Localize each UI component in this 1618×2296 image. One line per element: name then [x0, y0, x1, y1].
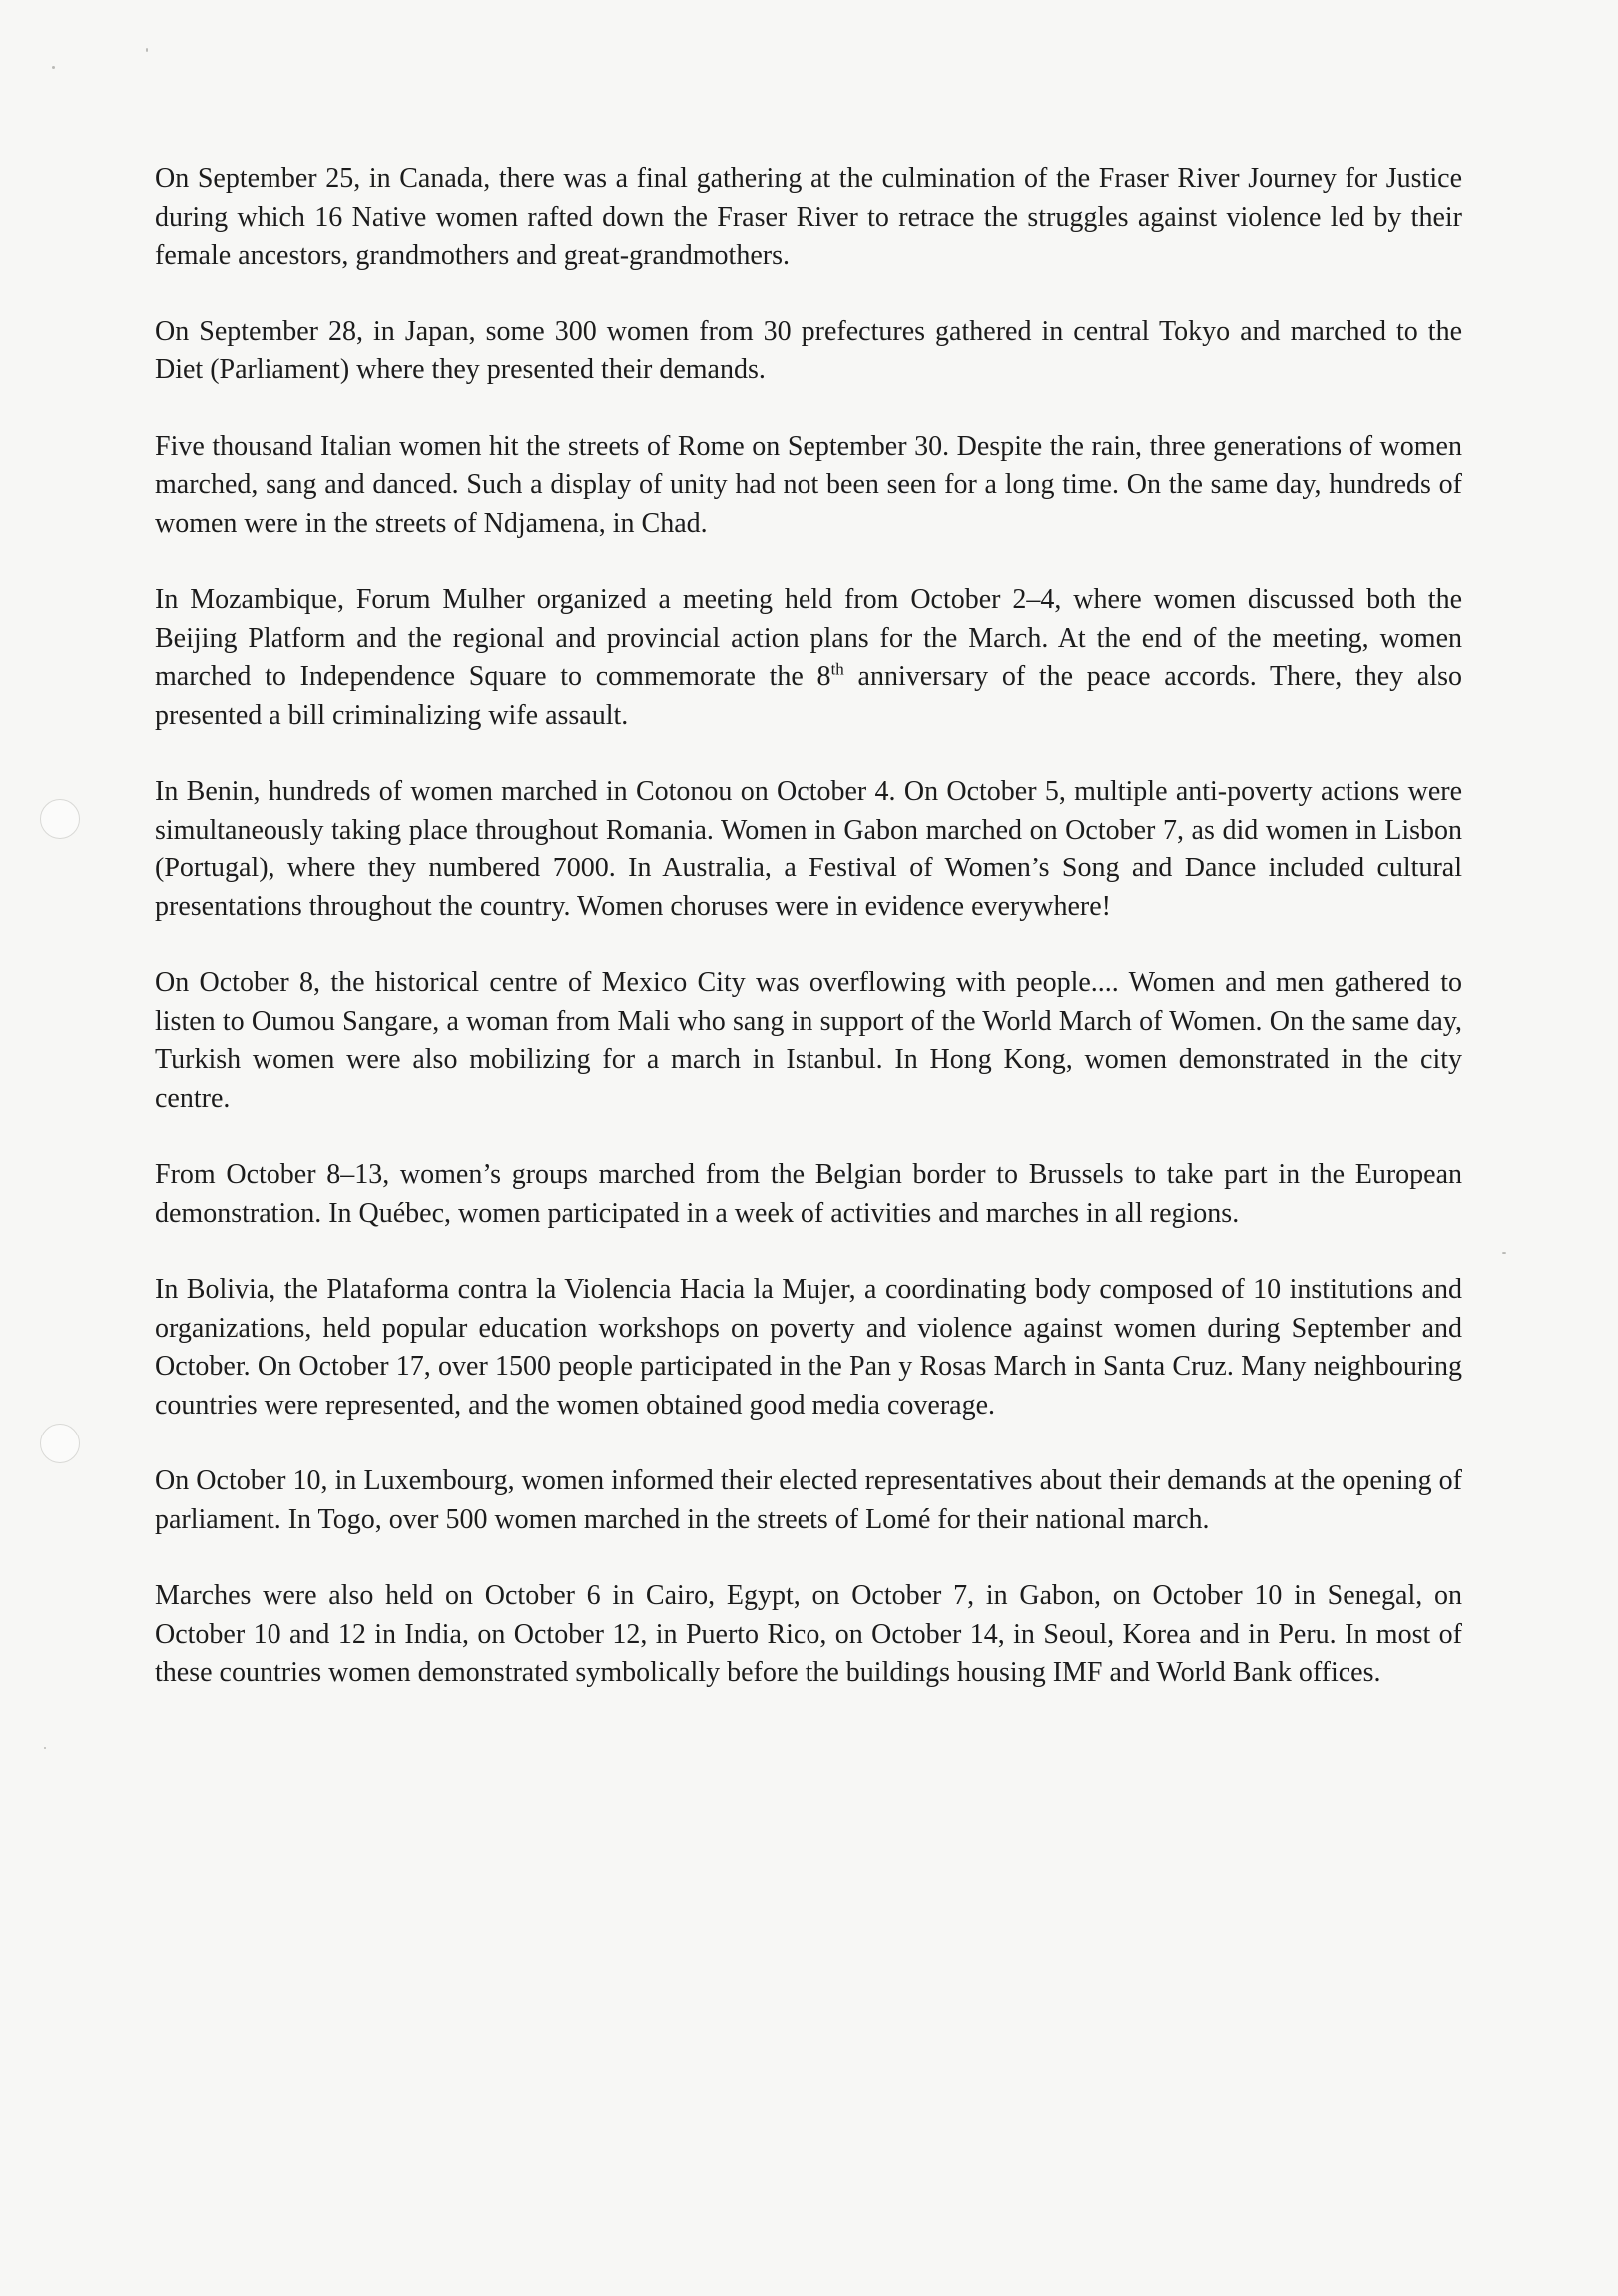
paragraph-benin: In Benin, hundreds of women marched in Cotonou on October 4. On October 5, multiple anti-poverty actions were simultaneously taking place throughout Romania. Women in Gabon marched on October 7, as did women in Lisbon (Portugal), where they numbered 7000. In Australia, a Festival of Women’s Song and Dance included cultural presentations throughout the country. Women choruses were in evidence everywhere!	[155, 776, 1462, 922]
punch-hole-top	[40, 799, 80, 839]
scan-speck	[44, 1747, 46, 1749]
paragraph-bolivia: In Bolivia, the Plataforma contra la Violencia Hacia la Mujer, a coordinating body composed of 10 institutions and organizations, held popular education workshops on poverty and violence against women during September and October. On October 17, over 1500 people participated in the Pan y Rosas March in Santa Cruz. Many neighbouring countries were represented, and the women obtained good media coverage.	[155, 1274, 1462, 1421]
scan-speck	[1502, 1252, 1506, 1254]
punch-hole-bottom	[40, 1424, 80, 1463]
paragraph-mozambique-text: In Mozambique, Forum Mulher organized a meeting held from October 2–4, where women discussed both the Beijing Platform and the regional and provincial action plans for the March. At the end of the meeting, women marched to Independence Square to commemorate the 8	[155, 584, 1462, 692]
paragraph-belgium: From October 8–13, women’s groups marched from the Belgian border to Brussels to take part in the European demonstration. In Québec, women participated in a week of activities and marches in all regions.	[155, 1159, 1462, 1229]
paragraph-mozambique-text-end: anniversary of the peace accords. There, they also presented a bill criminalizing wife assault.	[155, 661, 1462, 731]
paragraph-japan: On September 28, in Japan, some 300 women from 30 prefectures gathered in central Tokyo and marched to the Diet (Parliament) where they presented their demands.	[155, 315, 1462, 385]
ordinal-superscript: th	[830, 659, 844, 679]
scan-speck	[52, 66, 55, 69]
paragraph-luxembourg: On October 10, in Luxembourg, women informed their elected representatives about their demands at the opening of parliament. In Togo, over 500 women marched in the streets of Lomé for their national march.	[155, 1465, 1462, 1535]
scan-speck	[146, 48, 148, 52]
document-body	[155, 160, 1462, 1731]
paragraph-mozambique	[155, 581, 1462, 735]
paragraph-italy: Five thousand Italian women hit the streets of Rome on September 30. Despite the rain, three generations of women marched, sang and danced. Such a display of unity had not been seen for a long time. On the same day, hundreds of women were in the streets of Ndjamena, in Chad.	[155, 430, 1462, 539]
paragraph-canada: On September 25, in Canada, there was a final gathering at the culmination of the Fraser River Journey for Justice during which 16 Native women rafted down the Fraser River to retrace the struggles against violence led by their female ancestors, grandmothers and great-grandmothers.	[155, 163, 1462, 271]
paragraph-mexico: On October 8, the historical centre of Mexico City was overflowing with people.... Women and men gathered to listen to Oumou Sangare, a woman from Mali who sang in support of the World March of Women. On the same day, Turkish women were also mobilizing for a march in Istanbul. In Hong Kong, women demonstrated in the city centre.	[155, 967, 1462, 1114]
paragraph-other-marches: Marches were also held on October 6 in Cairo, Egypt, on October 7, in Gabon, on October 10 in Senegal, on October 10 and 12 in India, on October 12, in Puerto Rico, on October 14, in Seoul, Korea and in Peru. In most of these countries women demonstrated symbolically before the buildings housing IMF and World Bank offices.	[155, 1580, 1462, 1688]
